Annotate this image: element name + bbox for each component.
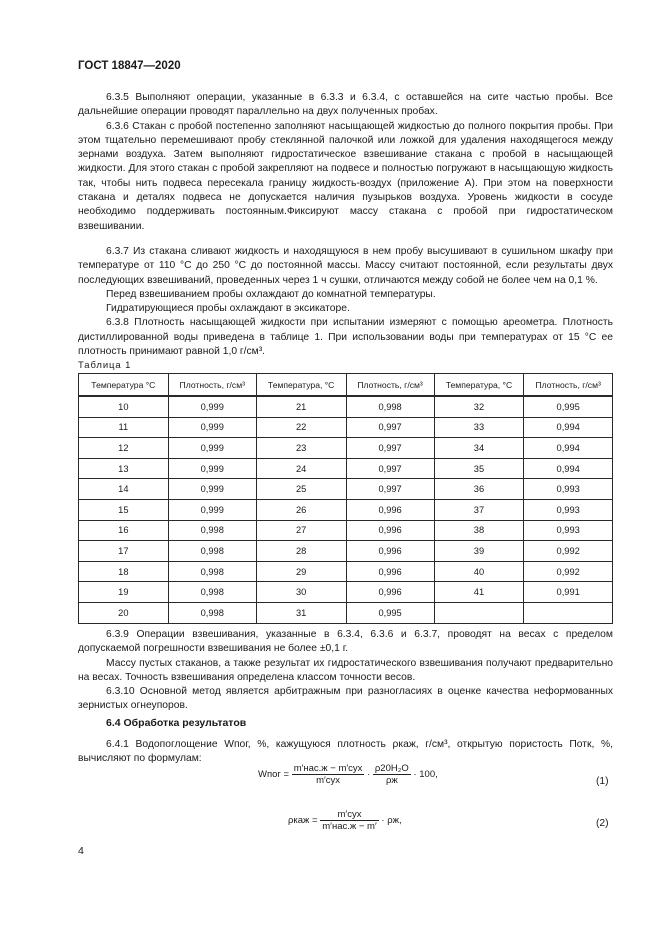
table-cell: 0,993 <box>524 520 613 541</box>
table-cell: 0,994 <box>524 438 613 459</box>
table-cell: 15 <box>79 499 169 520</box>
page-number: 4 <box>78 845 84 857</box>
formula-2-fraction <box>320 809 379 832</box>
table-cell: 0,998 <box>168 582 256 603</box>
table-row <box>79 479 613 500</box>
table-cell: 21 <box>256 396 346 417</box>
paragraph-6-3-6: 6.3.6 Стакан с пробой постепенно заполняют насыщающей жидкостью до полного покрытия пробы. При этом тщательно перемешивают пробу стеклянной палочкой или ложкой для удаления находящегося между зернами воздуха. Затем выполняют гидростатическое взвешивание стакана с пробой в насыщающей жидкости. Для этого стакан с пробой закрепляют на подвесе и полностью погружают в насыщающую жидкость так, чтобы нить подвеса пересекала границу жидкость-воздух (приложение А). При этом на поверхности стакана и деталях подвеса не допускается наличия пузырьков воздуха. Уровень жидкости в сосуде необходимо поддерживать постоянным.Фиксируют массу стакана с пробой при гидростатическом взвешивании. <box>78 120 613 232</box>
table-cell: 25 <box>256 479 346 500</box>
table-header-cell: Температура °С <box>79 374 169 397</box>
table-cell: 19 <box>79 582 169 603</box>
table-row <box>79 520 613 541</box>
table-cell: 0,999 <box>168 396 256 417</box>
table-cell: 34 <box>434 438 524 459</box>
table-header-cell: Температура, °С <box>256 374 346 397</box>
table-cell: 0,997 <box>346 417 434 438</box>
formula-1-rho-fraction <box>373 763 411 786</box>
table-cell: 38 <box>434 520 524 541</box>
table-cell: 0,992 <box>524 541 613 562</box>
table-cell: 0,997 <box>346 479 434 500</box>
table-cell: 23 <box>256 438 346 459</box>
paragraph-hydrating: Гидратирующиеся пробы охлаждают в эксикаторе. <box>106 303 350 315</box>
table-cell: 0,998 <box>346 396 434 417</box>
paragraph-6-3-5: 6.3.5 Выполняют операции, указанные в 6.3.3 и 6.3.4, с оставшейся на сите частью пробы. Все дальнейшие операции проводят параллельно на двух полученных пробах. <box>78 92 613 118</box>
table-caption: Таблица 1 <box>78 360 132 371</box>
formula-1-fraction <box>292 763 365 786</box>
table-cell: 0,999 <box>168 479 256 500</box>
table-row <box>79 458 613 479</box>
table-row <box>79 602 613 623</box>
section-title: 6.4 Обработка результатов <box>106 717 247 729</box>
table-header-cell: Плотность, г/см³ <box>168 374 256 397</box>
table-cell: 0,999 <box>168 499 256 520</box>
density-table <box>78 373 613 624</box>
table-cell: 0,998 <box>168 541 256 562</box>
table-cell: 0,996 <box>346 541 434 562</box>
table-cell: 27 <box>256 520 346 541</box>
table-cell: 40 <box>434 561 524 582</box>
table-row <box>79 417 613 438</box>
table-body <box>79 396 613 623</box>
table-header-row <box>79 374 613 397</box>
formula-2-lhs: ρкаж = <box>288 815 318 827</box>
table-cell: 17 <box>79 541 169 562</box>
table-cell: 26 <box>256 499 346 520</box>
paragraph-6-3-7: 6.3.7 Из стакана сливают жидкость и находящуюся в нем пробу высушивают в сушильном шкафу при температуре от 110 °С до 250 °С до постоянной массы. Массу считают постоянной, если результаты двух последующих взвешиваний, проведенных через 1 ч сушки, отличаются между собой не более чем на 0,1 %. <box>78 245 613 286</box>
table-cell: 0,994 <box>524 417 613 438</box>
table-header-cell: Плотность, г/см³ <box>524 374 613 397</box>
table-cell: 12 <box>79 438 169 459</box>
formula-1-tail: · 100, <box>413 769 438 781</box>
table-cell: 0,996 <box>346 582 434 603</box>
table-cell: 31 <box>256 602 346 623</box>
table-cell: 22 <box>256 417 346 438</box>
formula-1-lhs: Wпог = <box>258 769 290 781</box>
table-cell: 18 <box>79 561 169 582</box>
table-cell: 0,996 <box>346 499 434 520</box>
paragraph-6-3-9: 6.3.9 Операции взвешивания, указанные в 6.3.4, 6.3.6 и 6.3.7, проводят на весах с пределом допускаемой погрешности взвешивания не более ±0,1 г. <box>78 629 613 655</box>
table-cell: 0,999 <box>168 417 256 438</box>
table-cell: 35 <box>434 458 524 479</box>
formula-2 <box>288 809 402 832</box>
formula-1: Wпог = $\frac{\text{m′нас.ж − m′сух}}{\text{m′сух}}$ · $\frac{\text{ρ20H₂O}}{\rho ж}$ · 100, <box>258 763 438 786</box>
paragraph-6-4-1: 6.4.1 Водопоглощение Wпог, %, кажущуюся плотность ρкаж, г/см³, открытую пористость Потк, %, вычисляют по формулам: <box>78 739 613 765</box>
document-header: ГОСТ 18847—2020 <box>78 60 181 72</box>
table-cell: 0,998 <box>168 602 256 623</box>
table-cell: 0,995 <box>524 396 613 417</box>
table-cell: 0,992 <box>524 561 613 582</box>
table-cell: 29 <box>256 561 346 582</box>
table-cell <box>524 602 613 623</box>
formula-2-tail: · ρж, <box>381 815 402 827</box>
paragraphs-mid <box>78 628 613 714</box>
table-cell: 14 <box>79 479 169 500</box>
formula-1-numerator: m′нас.ж − m′сух <box>293 763 363 774</box>
table-cell: 10 <box>79 396 169 417</box>
formula-1-rho-numerator: ρ20H₂O <box>374 763 409 774</box>
table-cell: 11 <box>79 417 169 438</box>
table-cell: 30 <box>256 582 346 603</box>
table-cell: 0,993 <box>524 499 613 520</box>
table-cell: 0,999 <box>168 438 256 459</box>
table-cell: 0,996 <box>346 520 434 541</box>
table-cell: 36 <box>434 479 524 500</box>
table-row <box>79 541 613 562</box>
paragraph-cooling: Перед взвешиванием пробы охлаждают до комнатной температуры. <box>106 288 436 300</box>
paragraph-6-3-10: 6.3.10 Основной метод является арбитражным при разногласиях в оценке качества неформованных зернистых огнеупоров. <box>78 686 613 712</box>
formula-1-number: (1) <box>596 776 609 787</box>
table-cell: 0,998 <box>168 561 256 582</box>
paragraph-empty-cups: Массу пустых стаканов, а также результат их гидростатического взвешивания получают предварительно на весах. Точность взвешивания определена классом точности весов. <box>78 657 613 683</box>
table-cell: 20 <box>79 602 169 623</box>
table-cell: 16 <box>79 520 169 541</box>
paragraphs-top <box>78 91 613 359</box>
table-header-cell: Температура, °С <box>434 374 524 397</box>
table-cell: 24 <box>256 458 346 479</box>
table-header-cell: Плотность, г/см³ <box>346 374 434 397</box>
table-cell <box>434 602 524 623</box>
formula-1-rho-denominator: ρж <box>385 775 398 786</box>
table-cell: 0,997 <box>346 438 434 459</box>
table-cell: 13 <box>79 458 169 479</box>
paragraph-6-3-8: 6.3.8 Плотность насыщающей жидкости при испытании измеряют с помощью ареометра. Плотность дистиллированной воды приведена в таблице 1. При использовании воды при температурах от 15 °С ее плотность принимают равной 1,0 г/см³. <box>78 317 613 358</box>
table-cell: 0,991 <box>524 582 613 603</box>
table-row <box>79 561 613 582</box>
table-row <box>79 582 613 603</box>
table-row <box>79 438 613 459</box>
table-cell: 28 <box>256 541 346 562</box>
table-cell: 0,993 <box>524 479 613 500</box>
table-cell: 33 <box>434 417 524 438</box>
table-row <box>79 499 613 520</box>
table-row <box>79 396 613 417</box>
table-cell: 0,994 <box>524 458 613 479</box>
formula-2-denominator: m′нас.ж − m′ <box>322 821 377 832</box>
formula-2-numerator: m′сух <box>320 809 379 821</box>
formula-2-number: (2) <box>596 818 609 829</box>
table-cell: 0,998 <box>168 520 256 541</box>
table-cell: 37 <box>434 499 524 520</box>
table-cell: 39 <box>434 541 524 562</box>
table-cell: 0,999 <box>168 458 256 479</box>
table-cell: 32 <box>434 396 524 417</box>
formula-1-denominator: m′сух <box>316 775 341 786</box>
table-cell: 0,997 <box>346 458 434 479</box>
table-cell: 0,996 <box>346 561 434 582</box>
table-cell: 41 <box>434 582 524 603</box>
table-cell: 0,995 <box>346 602 434 623</box>
